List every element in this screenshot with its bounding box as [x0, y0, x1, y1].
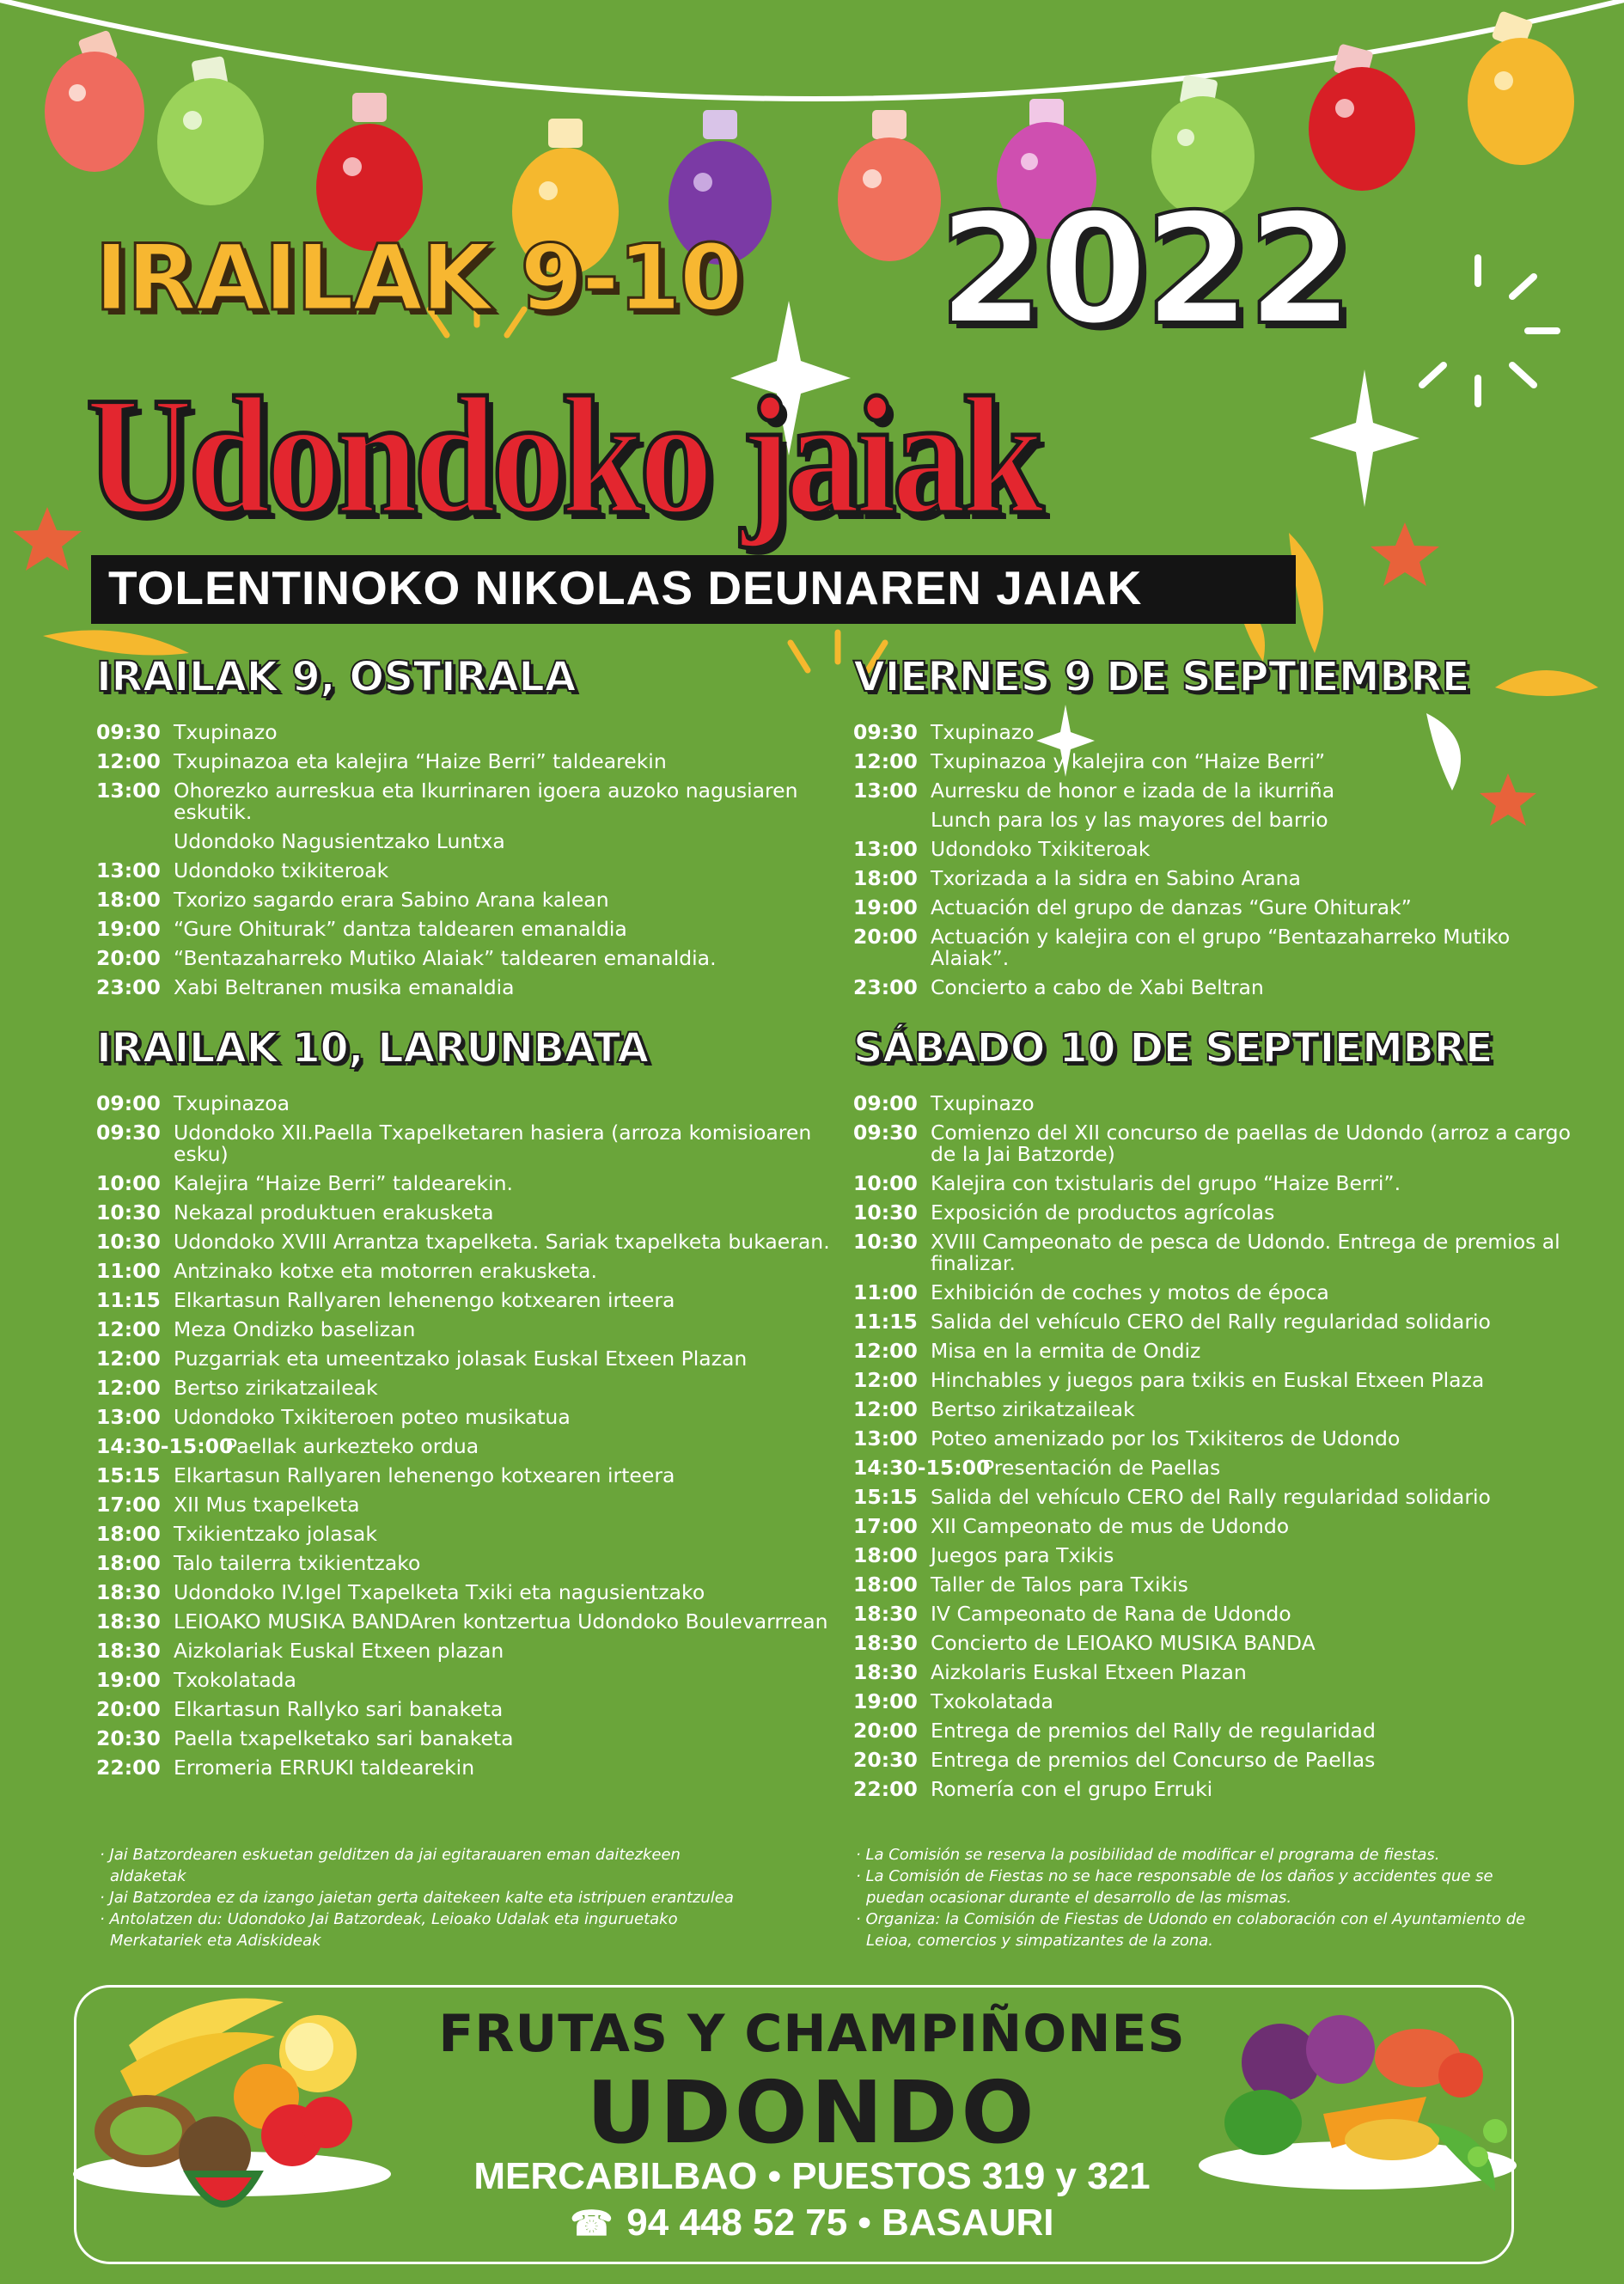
- event-description: Actuación y kalejira con el grupo “Bentazaharreko Mutiko Alaiak”.: [931, 925, 1511, 970]
- sponsor-phone: 94 448 52 75 • BASAURI: [626, 2202, 1054, 2244]
- event-row: [96, 1699, 835, 1720]
- event-row: [853, 751, 1592, 773]
- event-row: [853, 1122, 1592, 1165]
- event-row: [96, 948, 835, 969]
- event-description: Lunch para los y las mayores del barrio: [931, 808, 1328, 832]
- sponsor-contact: [0, 2202, 1624, 2244]
- event-description: Txupinazoa: [174, 1091, 290, 1115]
- event-row: [96, 1202, 835, 1224]
- event-time: 09:30: [853, 720, 918, 744]
- event-time: 14:30-15:00: [96, 1434, 234, 1458]
- event-time: 20:30: [853, 1748, 918, 1772]
- event-row: [853, 926, 1592, 969]
- event-description: Salida del vehículo CERO del Rally regularidad solidario: [931, 1310, 1491, 1334]
- event-description: Txikientzako jolasak: [174, 1522, 377, 1546]
- event-row: [853, 1691, 1592, 1713]
- event-row: [853, 1633, 1592, 1654]
- small-star: [1371, 522, 1439, 586]
- event-time: [853, 809, 931, 831]
- event-row: [853, 977, 1592, 998]
- event-time: 22:00: [853, 1777, 918, 1801]
- day-heading: VIERNES 9 DE SEPTIEMBRE: [853, 653, 1469, 701]
- event-time: 15:15: [96, 1463, 161, 1487]
- event-description: Meza Ondizko baselizan: [174, 1317, 416, 1341]
- event-description: Puzgarriak eta umeentzako jolasak Euskal Etxeen Plazan: [174, 1347, 748, 1371]
- event-time: 18:00: [853, 866, 918, 890]
- event-description: Udondoko Txikiteroak: [931, 837, 1151, 861]
- event-description: Txokolatada: [174, 1668, 296, 1692]
- event-row: [853, 1173, 1592, 1194]
- event-time: 17:00: [96, 1493, 161, 1517]
- event-description: Concierto a cabo de Xabi Beltran: [931, 975, 1264, 999]
- event-time: 20:00: [853, 1719, 918, 1743]
- event-row: [853, 1516, 1592, 1537]
- note-line: · Jai Batzordearen eskuetan gelditzen da jai egitarauaren eman daitezkeen aldaketak: [100, 1846, 681, 1885]
- firework-burst: [1422, 258, 1557, 404]
- event-row: [96, 1640, 835, 1662]
- event-row: [853, 1202, 1592, 1224]
- event-description: IV Campeonato de Rana de Udondo: [931, 1602, 1291, 1626]
- event-row: [853, 780, 1592, 802]
- event-time: 12:00: [853, 1339, 918, 1363]
- event-description: Txupinazo: [931, 1091, 1035, 1115]
- event-time: 12:00: [96, 749, 161, 773]
- event-description: Udondoko Nagusientzako Luntxa: [174, 829, 505, 853]
- event-list: [853, 722, 1592, 998]
- event-time: 09:30: [853, 1121, 918, 1145]
- event-description: Taller de Talos para Txikis: [931, 1573, 1188, 1597]
- event-row: [96, 889, 835, 911]
- event-time: 09:00: [853, 1091, 918, 1115]
- event-row: [853, 1370, 1592, 1391]
- event-description: Erromeria ERRUKI taldearekin: [174, 1756, 475, 1780]
- event-row: [96, 1173, 835, 1194]
- note-line: · La Comisión de Fiestas no se hace responsable de los daños y accidentes que se puedan ocasionar durante el desarrollo de las mismas.: [856, 1867, 1493, 1907]
- event-time: 18:30: [96, 1639, 161, 1663]
- event-time: 11:15: [853, 1310, 918, 1334]
- event-time: 12:00: [96, 1376, 161, 1400]
- event-description: Udondoko XII.Paella Txapelketaren hasiera (arroza komisioaren esku): [174, 1121, 812, 1166]
- event-row: [853, 1662, 1592, 1683]
- day-heading: IRAILAK 10, LARUNBATA: [96, 1024, 649, 1072]
- event-description: Romería con el grupo Erruki: [931, 1777, 1213, 1801]
- event-description: Nekazal produktuen erakusketa: [174, 1200, 494, 1224]
- event-row: [96, 780, 835, 823]
- event-description: Udondoko XVIII Arrantza txapelketa. Sariak txapelketa bukaeran.: [174, 1230, 830, 1254]
- notes-spanish: [856, 1844, 1543, 1951]
- event-time: 09:30: [96, 1121, 161, 1145]
- event-row: [96, 1290, 835, 1311]
- event-description: Txupinazoa y kalejira con “Haize Berri”: [931, 749, 1326, 773]
- event-row: [853, 1720, 1592, 1742]
- event-time: 18:30: [853, 1631, 918, 1655]
- event-time: [96, 831, 174, 852]
- event-description: Salida del vehículo CERO del Rally regularidad solidario: [931, 1485, 1491, 1509]
- small-star: [13, 507, 82, 571]
- event-time: 11:15: [96, 1288, 161, 1312]
- event-row: [853, 1340, 1592, 1362]
- party-light-bulb-9: [1309, 43, 1415, 191]
- event-time: 20:00: [96, 1697, 161, 1721]
- programme-eu-saturday: [96, 1024, 835, 1786]
- event-description: Txupinazo: [931, 720, 1035, 744]
- event-row: [96, 1553, 835, 1574]
- event-time: 18:30: [96, 1609, 161, 1634]
- event-row: [96, 1582, 835, 1603]
- event-row: [853, 1231, 1592, 1274]
- event-description: Kalejira con txistularis del grupo “Haize Berri”.: [931, 1171, 1401, 1195]
- event-time: 20:00: [96, 946, 161, 970]
- event-description: XVIII Campeonato de pesca de Udondo. Entrega de premios al finalizar.: [931, 1230, 1560, 1275]
- event-row: [96, 1670, 835, 1691]
- event-time: 12:00: [853, 749, 918, 773]
- event-description: Ohorezko aurreskua eta Ikurrinaren igoera auzoko nagusiaren eskutik.: [174, 779, 798, 824]
- programme-es-friday: [853, 653, 1592, 1006]
- event-time: 13:00: [96, 779, 161, 803]
- event-time: 10:00: [853, 1171, 918, 1195]
- festival-dates: IRAILAK 9-10: [95, 225, 742, 331]
- event-description: Aizkolaris Euskal Etxeen Plazan: [931, 1660, 1247, 1684]
- programme-es-saturday: [853, 1024, 1592, 1808]
- event-time: 18:00: [853, 1573, 918, 1597]
- event-time: 18:30: [96, 1580, 161, 1604]
- event-description: Udondoko IV.Igel Txapelketa Txiki eta nagusientzako: [174, 1580, 705, 1604]
- day-heading: IRAILAK 9, OSTIRALA: [96, 653, 577, 701]
- event-description: Aizkolariak Euskal Etxeen plazan: [174, 1639, 504, 1663]
- event-row: [96, 1261, 835, 1282]
- event-row: [96, 1436, 835, 1457]
- event-time: 18:30: [853, 1602, 918, 1626]
- event-row: [96, 977, 835, 998]
- event-description: Xabi Beltranen musika emanaldia: [174, 975, 515, 999]
- event-time: 13:00: [853, 837, 918, 861]
- event-time: 19:00: [96, 917, 161, 941]
- event-description: Exposición de productos agrícolas: [931, 1200, 1275, 1224]
- event-time: 12:00: [853, 1397, 918, 1421]
- event-time: 13:00: [853, 779, 918, 803]
- note-line: · Jai Batzordea ez da izango jaietan gerta daitekeen kalte eta istripuen erantzulea: [100, 1889, 734, 1907]
- event-time: 09:00: [96, 1091, 161, 1115]
- note-line: · Antolatzen du: Udondoko Jai Batzordeak, Leioako Udalak eta inguruetako Merkatariek eta Adiskideak: [100, 1910, 678, 1950]
- event-time: 18:00: [96, 1522, 161, 1546]
- event-description: XII Campeonato de mus de Udondo: [931, 1514, 1290, 1538]
- event-description: Entrega de premios del Concurso de Paellas: [931, 1748, 1376, 1772]
- event-row: [96, 1494, 835, 1516]
- event-time: 18:00: [96, 1551, 161, 1575]
- event-time: 10:30: [96, 1200, 161, 1224]
- event-time: 19:00: [96, 1668, 161, 1692]
- note-line: · Organiza: la Comisión de Fiestas de Udondo en colaboración con el Ayuntamiento de Leioa, comercios y simpatizantes de la zona.: [856, 1910, 1526, 1950]
- event-description: Txokolatada: [931, 1689, 1053, 1713]
- event-row: [853, 1574, 1592, 1596]
- event-row: [853, 1093, 1592, 1115]
- sponsor-tagline: FRUTAS Y CHAMPIÑONES: [438, 2004, 1186, 2064]
- event-description: Actuación del grupo de danzas “Gure Ohiturak”: [931, 895, 1412, 919]
- event-row: [96, 919, 835, 940]
- event-description: Antzinako kotxe eta motorren erakusketa.: [174, 1259, 597, 1283]
- event-time: 23:00: [853, 975, 918, 999]
- event-time: 10:30: [853, 1230, 918, 1254]
- event-row: [853, 722, 1592, 743]
- event-row: [96, 1611, 835, 1633]
- event-description: “Gure Ohiturak” dantza taldearen emanaldia: [174, 917, 627, 941]
- festival-title: Udondoko jaiak: [86, 363, 1040, 549]
- event-list: [96, 722, 835, 998]
- party-light-bulb-2: [157, 56, 264, 205]
- event-description: Elkartasun Rallyaren lehenengo kotxearen irteera: [174, 1463, 675, 1487]
- event-description: Juegos para Txikis: [931, 1543, 1114, 1567]
- event-time: 13:00: [96, 1405, 161, 1429]
- event-row: [853, 1282, 1592, 1304]
- event-row: [853, 839, 1592, 860]
- event-time: 14:30-15:00: [853, 1456, 991, 1480]
- event-row: [96, 1407, 835, 1428]
- party-light-bulb-1: [45, 30, 144, 172]
- event-description: Elkartasun Rallyko sari banaketa: [174, 1697, 504, 1721]
- event-row: [853, 1487, 1592, 1508]
- event-row: [853, 1779, 1592, 1800]
- event-row: [96, 1524, 835, 1545]
- event-time: 12:00: [853, 1368, 918, 1392]
- event-time: 13:00: [96, 858, 161, 882]
- event-description: XII Mus txapelketa: [174, 1493, 360, 1517]
- telephone-icon: ☎: [570, 2205, 614, 2243]
- event-time: 19:00: [853, 1689, 918, 1713]
- event-description: Concierto de LEIOAKO MUSIKA BANDA: [931, 1631, 1316, 1655]
- event-description: LEIOAKO MUSIKA BANDAren kontzertua Udondoko Boulevarrrean: [174, 1609, 828, 1634]
- event-list: [96, 1093, 835, 1779]
- event-row: [853, 868, 1592, 889]
- event-time: 11:00: [96, 1259, 161, 1283]
- event-row: [96, 1728, 835, 1750]
- event-time: 10:30: [96, 1230, 161, 1254]
- event-time: 15:15: [853, 1485, 918, 1509]
- event-time: 18:00: [96, 888, 161, 912]
- event-description: Misa en la ermita de Ondiz: [931, 1339, 1201, 1363]
- event-row: [96, 831, 835, 852]
- event-row: [853, 1311, 1592, 1333]
- event-time: 18:00: [853, 1543, 918, 1567]
- festival-subtitle: TOLENTINOKO NIKOLAS DEUNAREN JAIAK: [108, 561, 1143, 614]
- event-time: 20:00: [853, 925, 918, 949]
- event-time: 20:30: [96, 1726, 161, 1750]
- event-description: Bertso zirikatzaileak: [931, 1397, 1135, 1421]
- event-row: [96, 860, 835, 882]
- event-description: Txorizo sagardo erara Sabino Arana kalean: [174, 888, 609, 912]
- streamer: [43, 630, 189, 655]
- notes-basque: [100, 1844, 753, 1951]
- sparkle-star: [1310, 369, 1419, 507]
- event-description: Paella txapelketako sari banaketa: [174, 1726, 514, 1750]
- event-description: Hinchables y juegos para txikis en Euskal Etxeen Plaza: [931, 1368, 1485, 1392]
- event-time: 09:30: [96, 720, 161, 744]
- event-time: 11:00: [853, 1280, 918, 1304]
- event-row: [853, 897, 1592, 919]
- event-row: [853, 1750, 1592, 1771]
- event-description: Comienzo del XII concurso de paellas de Udondo (arroz a cargo de la Jai Batzorde): [931, 1121, 1571, 1166]
- event-list: [853, 1093, 1592, 1800]
- event-time: 23:00: [96, 975, 161, 999]
- event-time: 13:00: [853, 1426, 918, 1450]
- festival-year: 2022: [938, 180, 1351, 358]
- event-description: Kalejira “Haize Berri” taldearekin.: [174, 1171, 513, 1195]
- event-description: Txupinazoa eta kalejira “Haize Berri” taldearekin: [174, 749, 667, 773]
- event-description: Aurresku de honor e izada de la ikurriña: [931, 779, 1335, 803]
- event-row: [853, 809, 1592, 831]
- event-description: Udondoko Txikiteroen poteo musikatua: [174, 1405, 571, 1429]
- event-time: 12:00: [96, 1347, 161, 1371]
- event-time: 12:00: [96, 1317, 161, 1341]
- event-time: 22:00: [96, 1756, 161, 1780]
- event-row: [96, 1348, 835, 1370]
- event-time: 10:00: [96, 1171, 161, 1195]
- event-row: [853, 1428, 1592, 1450]
- event-description: Poteo amenizado por los Txikiteros de Udondo: [931, 1426, 1401, 1450]
- event-description: Bertso zirikatzaileak: [174, 1376, 378, 1400]
- event-description: Paellak aurkezteko ordua: [225, 1434, 479, 1458]
- event-description: Exhibición de coches y motos de época: [931, 1280, 1329, 1304]
- event-row: [96, 1093, 835, 1115]
- day-heading: SÁBADO 10 DE SEPTIEMBRE: [853, 1024, 1493, 1072]
- event-time: 19:00: [853, 895, 918, 919]
- event-row: [96, 1122, 835, 1165]
- event-row: [96, 722, 835, 743]
- event-row: [96, 1465, 835, 1487]
- event-row: [853, 1399, 1592, 1420]
- party-light-bulb-6: [838, 110, 941, 261]
- event-row: [96, 751, 835, 773]
- sponsor-name: UDONDO: [586, 2062, 1038, 2163]
- event-row: [96, 1319, 835, 1340]
- event-time: 17:00: [853, 1514, 918, 1538]
- event-description: Txupinazo: [174, 720, 278, 744]
- event-row: [96, 1757, 835, 1779]
- event-description: “Bentazaharreko Mutiko Alaiak” taldearen emanaldia.: [174, 946, 717, 970]
- note-line: · La Comisión se reserva la posibilidad de modificar el programa de fiestas.: [856, 1846, 1440, 1864]
- event-row: [853, 1457, 1592, 1479]
- event-row: [96, 1231, 835, 1253]
- programme-eu-friday: [96, 653, 835, 1006]
- event-row: [853, 1545, 1592, 1566]
- event-description: Udondoko txikiteroak: [174, 858, 389, 882]
- event-description: Talo tailerra txikientzako: [174, 1551, 421, 1575]
- sponsor-address: MERCABILBAO • PUESTOS 319 y 321: [473, 2155, 1151, 2197]
- event-description: Presentación de Paellas: [982, 1456, 1221, 1480]
- event-time: 10:30: [853, 1200, 918, 1224]
- event-row: [853, 1603, 1592, 1625]
- event-row: [96, 1377, 835, 1399]
- event-description: Txorizada a la sidra en Sabino Arana: [931, 866, 1301, 890]
- event-time: 18:30: [853, 1660, 918, 1684]
- event-description: Entrega de premios del Rally de regularidad: [931, 1719, 1376, 1743]
- event-description: Elkartasun Rallyaren lehenengo kotxearen irteera: [174, 1288, 675, 1312]
